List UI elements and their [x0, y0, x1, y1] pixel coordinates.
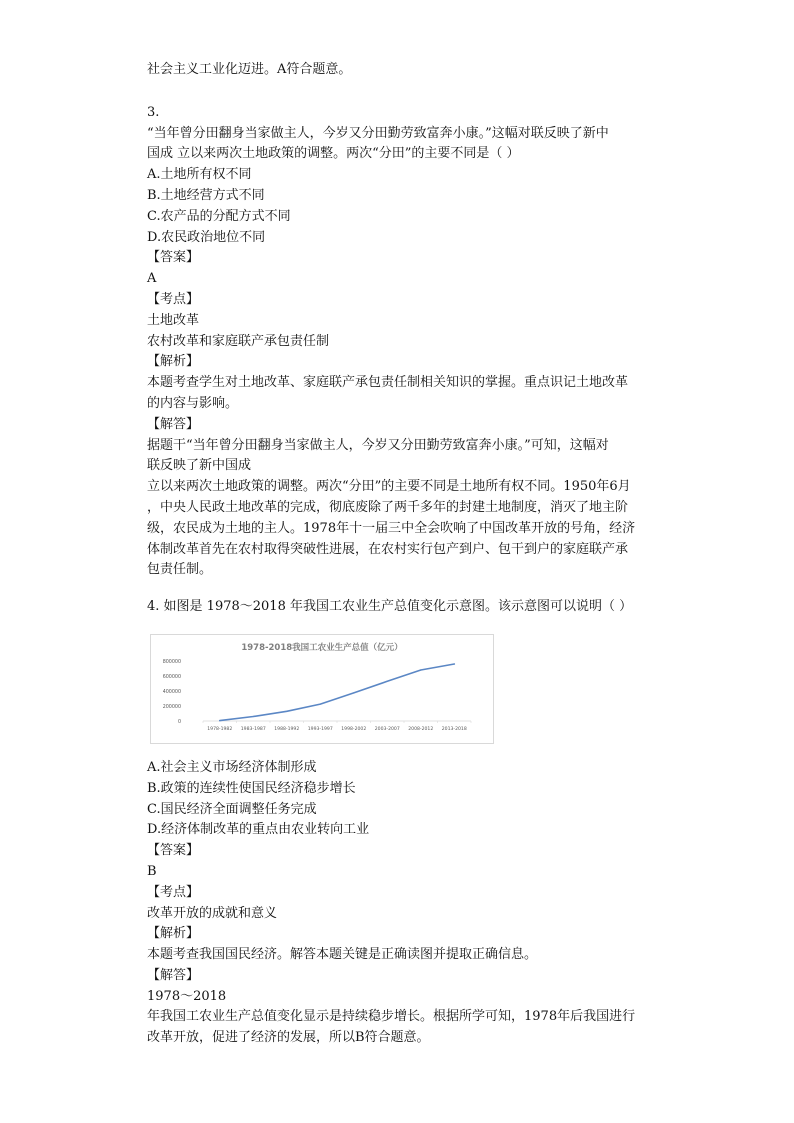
line-chart — [151, 635, 493, 743]
option-a: A.土地所有权不同 — [147, 167, 252, 183]
question-number: 3. — [147, 104, 160, 120]
document-page — [147, 60, 667, 1049]
jiexi-text: 的内容与影响。 — [147, 395, 239, 411]
jiexi-text: 本题考查我国国民经济。解答本题关键是正确读图并提取正确信息。 — [147, 947, 538, 963]
kaodian-label: 【考点】 — [147, 291, 200, 307]
kaodian-item: 土地改革 — [147, 312, 200, 328]
x-tick-label: 2003-2007 — [374, 726, 400, 732]
x-tick-label: 2013-2018 — [441, 726, 467, 732]
jiexi-text: 本题考查学生对土地改革、家庭联产承包责任制相关知识的掌握。重点识记土地改革 — [147, 375, 629, 391]
question-stem: “当年曾分田翻身当家做主人，今岁又分田勤劳致富奔小康。”这幅对联反映了新中 — [147, 125, 609, 141]
question-4 — [147, 597, 667, 1049]
answer-value: B — [147, 863, 157, 879]
x-tick-label: 1993-1997 — [307, 726, 333, 732]
question-stem: 国成 立以来两次土地政策的调整。两次“分田”的主要不同是（ ） — [147, 146, 520, 162]
data-point — [320, 703, 321, 704]
data-point — [454, 663, 455, 664]
jieda-text: 包责任制。 — [147, 562, 213, 578]
x-tick-label: 1988-1992 — [274, 726, 300, 732]
jieda-text: 级，农民成为土地的主人。1978年十一届三中全会吹响了中国改革开放的号角，经济 — [147, 520, 636, 536]
option-b: B.政策的连续性使国民经济稳步增长 — [147, 780, 356, 796]
question-3 — [147, 103, 667, 581]
option-c: C.国民经济全面调整任务完成 — [147, 801, 317, 817]
jiexi-label: 【解析】 — [147, 926, 200, 942]
data-point — [286, 711, 287, 712]
data-point — [353, 692, 354, 693]
jieda-text: 1978～2018 — [147, 988, 227, 1004]
jieda-text: 联反映了新中国成 — [147, 458, 252, 474]
jieda-text: 年我国工农业生产总值变化显示是持续稳步增长。根据所学可知，1978年后我国进行 — [147, 1009, 636, 1025]
option-c: C.农产品的分配方式不同 — [147, 208, 291, 224]
option-a: A.社会主义市场经济体制形成 — [147, 759, 317, 775]
data-point — [253, 716, 254, 717]
x-tick-label: 1983-1987 — [240, 726, 266, 732]
jieda-label: 【解答】 — [147, 967, 200, 983]
y-tick-label: 400000 — [162, 689, 181, 695]
kaodian-item: 改革开放的成就和意义 — [147, 905, 278, 921]
x-tick-label: 1978-1982 — [207, 726, 233, 732]
jieda-label: 【解答】 — [147, 416, 200, 432]
jieda-text: 立以来两次土地政策的调整。两次“分田”的主要不同是土地所有权不同。1950年6月 — [147, 479, 631, 495]
answer-label: 【答案】 — [147, 843, 200, 859]
x-tick-label: 2008-2012 — [408, 726, 434, 732]
intro-line: 社会主义工业化迈进。A符合题意。 — [147, 62, 352, 77]
kaodian-item: 农村改革和家庭联产承包责任制 — [147, 333, 330, 349]
kaodian-label: 【考点】 — [147, 884, 200, 900]
jieda-text: 据题干“当年曾分田翻身当家做主人，今岁又分田勤劳致富奔小康。”可知，这幅对 — [147, 437, 609, 453]
jieda-text: 改革开放，促进了经济的发展，所以B符合题意。 — [147, 1030, 430, 1046]
y-tick-label: 600000 — [162, 674, 181, 680]
chart-title: 1978-2018我国工农业生产总值（亿元） — [241, 642, 403, 653]
option-d: D.经济体制改革的重点由农业转向工业 — [147, 822, 370, 838]
series-line — [220, 664, 454, 721]
option-d: D.农民政治地位不同 — [147, 229, 266, 245]
y-tick-label: 800000 — [162, 659, 181, 665]
answer-label: 【答案】 — [147, 250, 200, 266]
answer-value: A — [147, 271, 157, 287]
question-stem: 4. 如图是 1978～2018 年我国工农业生产总值变化示意图。该示意图可以说明（ ） — [147, 599, 633, 615]
y-tick-label: 200000 — [162, 704, 181, 710]
data-point — [219, 720, 220, 721]
jiexi-label: 【解析】 — [147, 354, 200, 370]
line-chart-figure — [150, 634, 494, 744]
jieda-text: ，中央人民政土地改革的完成，彻底废除了两千多年的封建土地制度，消灭了地主阶 — [147, 499, 629, 515]
data-point — [387, 681, 388, 682]
jieda-text: 体制改革首先在农村取得突破性进展，在农村实行包产到户、包干到户的家庭联产承 — [147, 541, 629, 557]
y-tick-label: 0 — [177, 719, 181, 725]
option-b: B.土地经营方式不同 — [147, 187, 265, 203]
x-tick-label: 1998-2002 — [341, 726, 367, 732]
data-point — [420, 669, 421, 670]
